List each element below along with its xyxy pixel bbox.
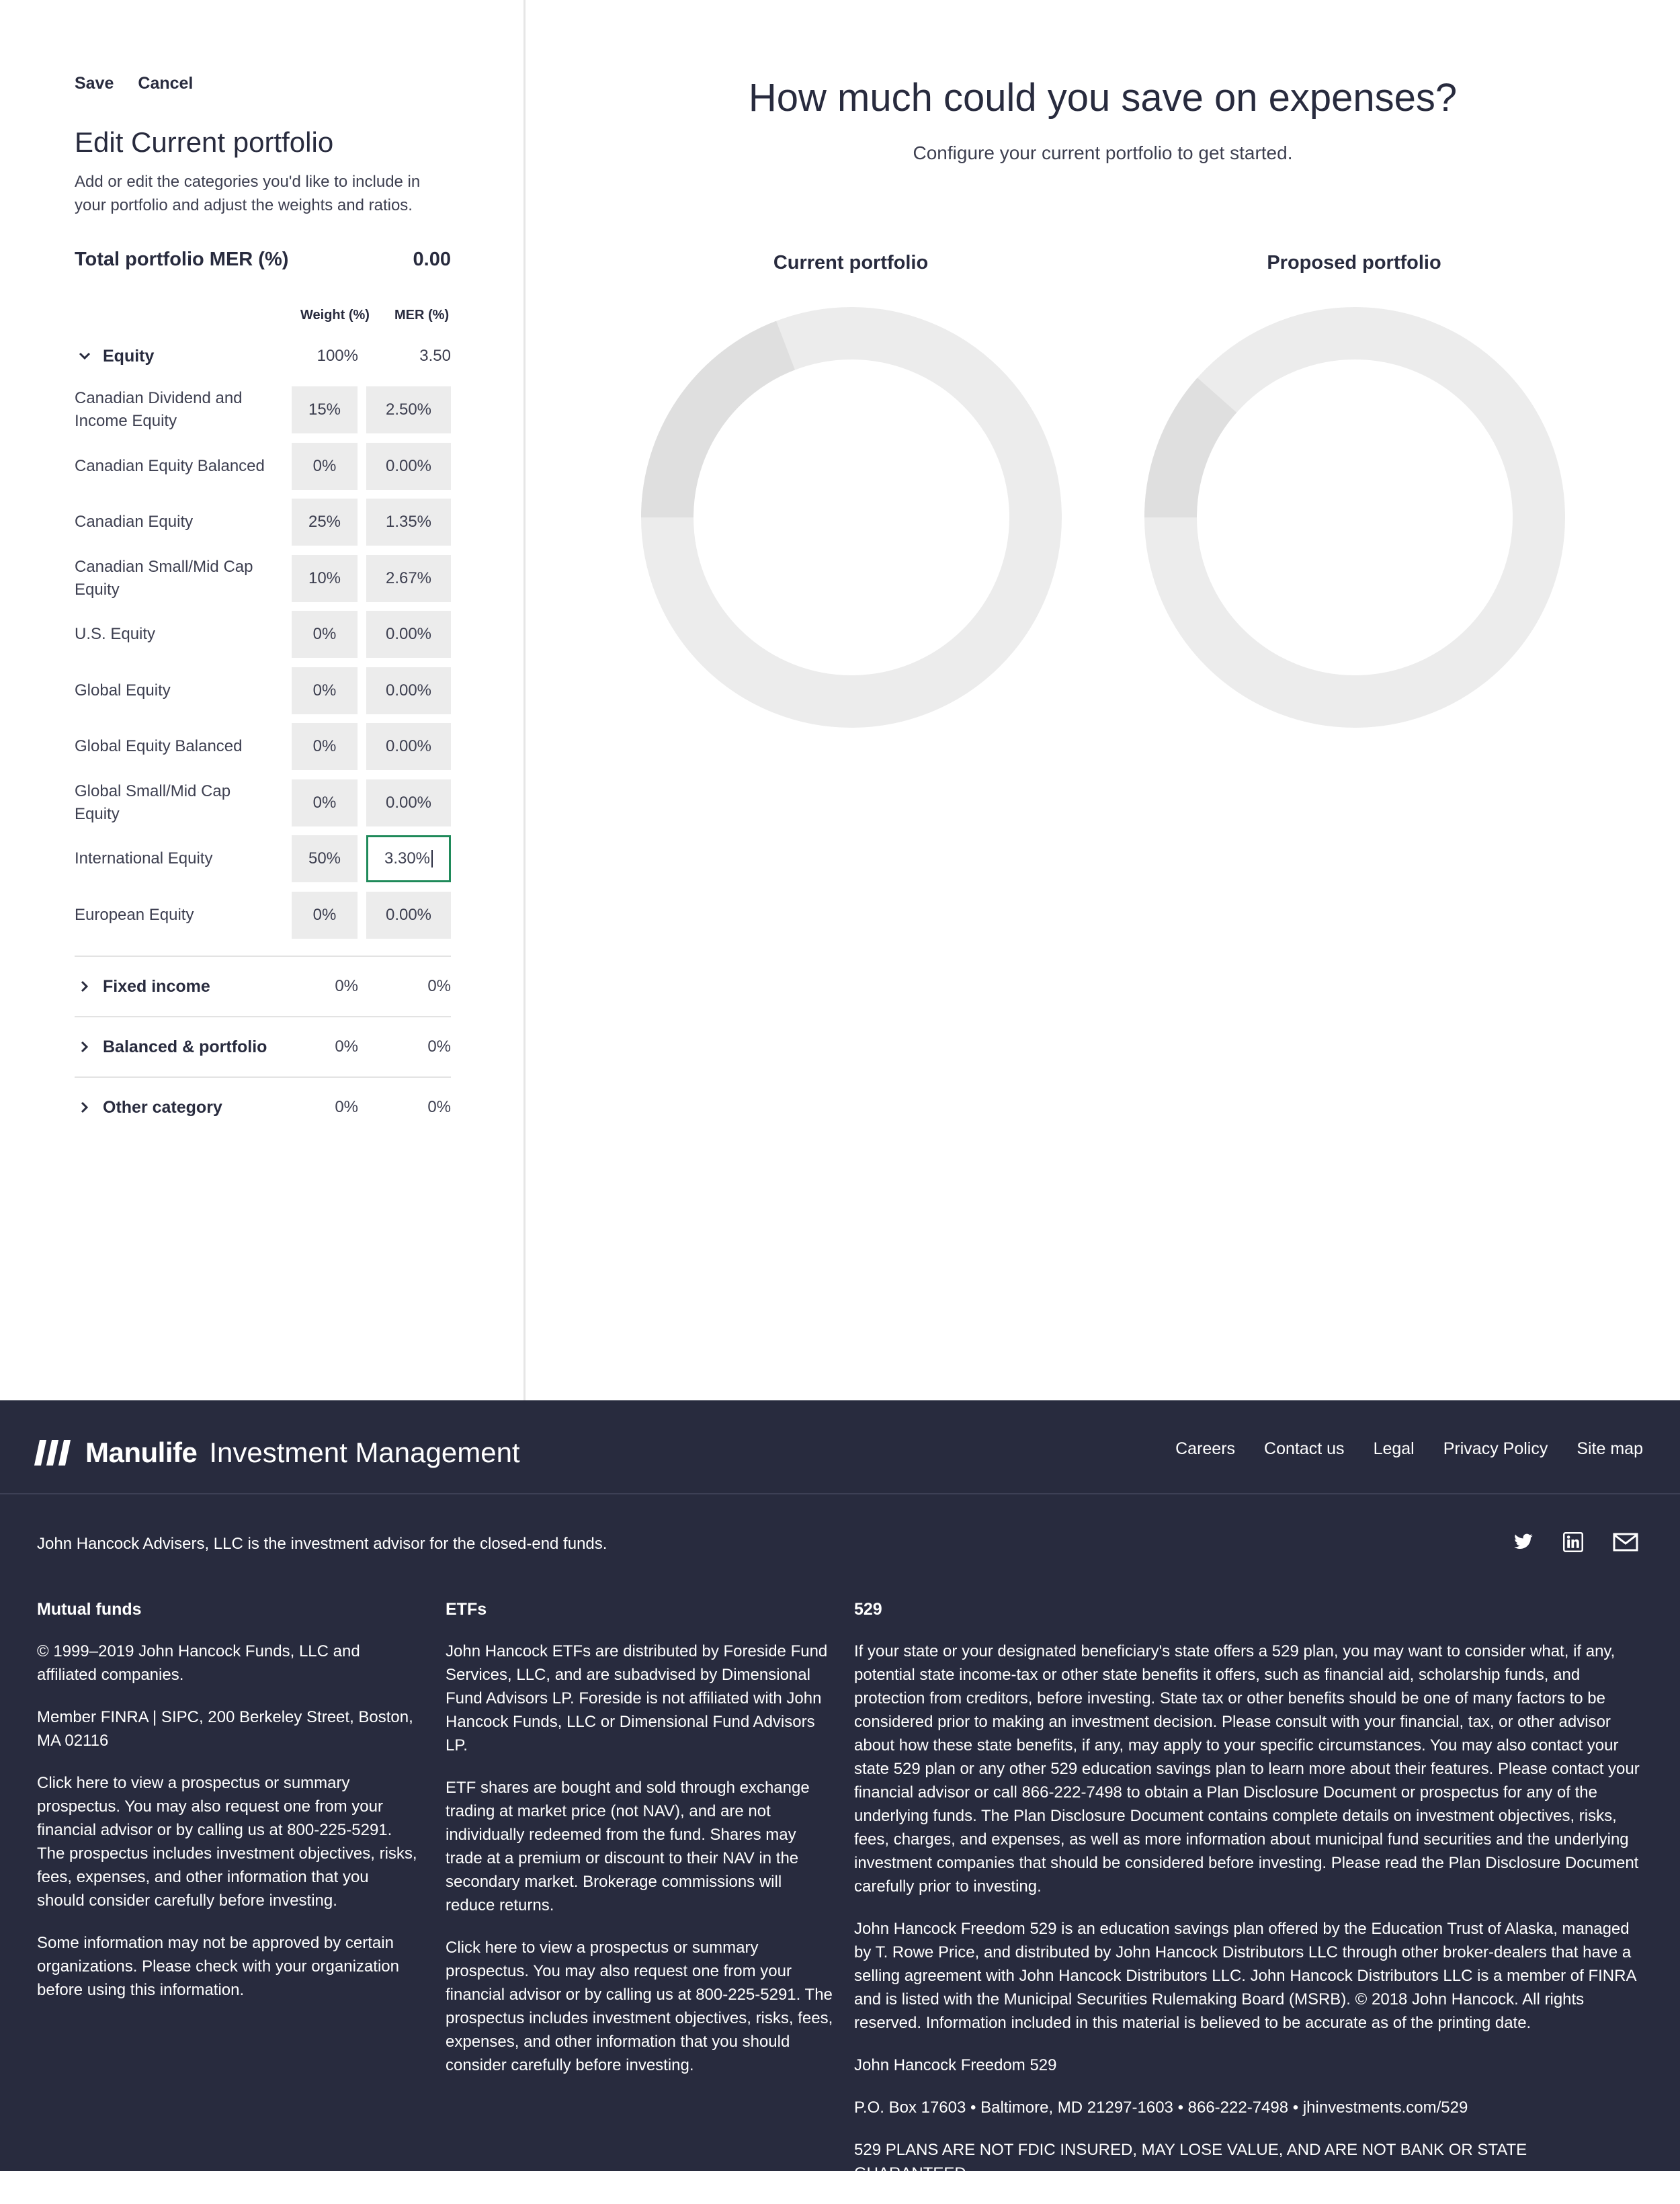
manulife-logo-icon <box>37 1440 68 1466</box>
footer-paragraph: © 1999–2019 John Hancock Funds, LLC and affiliated companies. <box>37 1642 360 1684</box>
category-mer: 0% <box>427 977 451 995</box>
weight-input[interactable]: 50% <box>292 835 358 882</box>
page-subtitle: Configure your current portfolio to get started. <box>913 142 1293 163</box>
footer-link-careers[interactable]: Careers <box>1175 1439 1236 1458</box>
category-name: Equity <box>103 346 155 366</box>
site-footer <box>0 1400 1680 2182</box>
current-portfolio-donut <box>640 306 1063 729</box>
mer-column-header: MER (%) <box>394 308 450 323</box>
total-mer-label: Total portfolio MER (%) <box>75 249 289 270</box>
editor-title: Edit Current portfolio <box>75 126 334 158</box>
mer-input[interactable]: 0.00% <box>366 667 451 714</box>
mer-input-value: 3.30% <box>384 849 431 867</box>
footer-paragraph: John Hancock Freedom 529 <box>854 2056 1057 2074</box>
footer-paragraph: Member FINRA | SIPC, 200 Berkeley Street, Boston, MA 02116 <box>37 1708 413 1750</box>
proposed-portfolio-title: Proposed portfolio <box>1267 252 1441 273</box>
fund-name: European Equity <box>75 906 194 924</box>
category-other-header[interactable] <box>75 1087 451 1128</box>
weight-input[interactable]: 0% <box>292 892 358 939</box>
manulife-logo[interactable] <box>37 1437 520 1469</box>
fund-row <box>75 667 451 714</box>
fund-name: Global Equity <box>75 681 171 700</box>
chevron-right-icon <box>75 1101 95 1113</box>
mer-input[interactable]: 0.00% <box>366 611 451 658</box>
footer-paragraph: Click here to view a prospectus or summary prospectus. You may also request one from your financial advisor or by calling us at 800-225-5291. The prospectus includes investment objectives, risks, fees, expenses, and other information that you should consider carefully before investing. <box>37 1774 417 1910</box>
footer-heading: Mutual funds <box>37 1600 142 1619</box>
logo-sub-text: Investment Management <box>209 1437 520 1468</box>
donut-track <box>1171 333 1539 702</box>
weight-input[interactable]: 15% <box>292 386 358 433</box>
footer-col-529 <box>854 1598 1647 2204</box>
edit-portfolio-panel <box>0 0 526 1400</box>
fund-row <box>75 386 451 433</box>
fund-row <box>75 723 451 770</box>
text-caret <box>431 850 433 867</box>
total-mer-row <box>75 249 451 271</box>
footer-paragraph: ETF shares are bought and sold through exchange trading at market price (not NAV), and are not individually redeemed from the fund. Shares may trade at a premium or discount to their NAV in the secondary market. Brokerage commissions will reduce returns. <box>446 1779 810 1914</box>
mer-input[interactable]: 1.35% <box>366 499 451 546</box>
chevron-down-icon <box>75 352 95 360</box>
footer-paragraph: P.O. Box 17603 • Baltimore, MD 21297-1603 • 866-222-7498 • jhinvestments.com/529 <box>854 2099 1468 2117</box>
weight-input[interactable]: 0% <box>292 611 358 658</box>
editor-description: Add or edit the categories you'd like to include in your portfolio and adjust the weights and ratios. <box>75 173 421 214</box>
cancel-button[interactable]: Cancel <box>138 74 194 93</box>
twitter-icon[interactable] <box>1513 1533 1534 1554</box>
mer-input[interactable]: 0.00% <box>366 892 451 939</box>
footer-link-privacy[interactable]: Privacy Policy <box>1443 1439 1548 1458</box>
footer-top-bar <box>0 1400 1680 1494</box>
donut-segment <box>667 345 786 517</box>
category-mer: 3.50 <box>419 347 451 365</box>
mer-input[interactable]: 2.50% <box>366 386 451 433</box>
footer-nav <box>1175 1439 1643 1459</box>
page-title: How much could you save on expenses? <box>748 76 1458 120</box>
category-name: Balanced & portfolio <box>103 1037 267 1056</box>
footer-heading: 529 <box>854 1600 882 1619</box>
category-name: Fixed income <box>103 976 210 996</box>
mer-input[interactable]: 0.00% <box>366 723 451 770</box>
footer-heading: ETFs <box>446 1600 487 1619</box>
fund-row <box>75 835 451 882</box>
mer-input[interactable]: 2.67% <box>366 555 451 602</box>
weight-input[interactable]: 0% <box>292 779 358 826</box>
weight-input[interactable]: 25% <box>292 499 358 546</box>
proposed-portfolio-donut <box>1143 306 1566 729</box>
fund-row <box>75 892 451 939</box>
social-links <box>1513 1532 1638 1556</box>
mer-input[interactable]: 0.00% <box>366 443 451 490</box>
current-portfolio-title: Current portfolio <box>773 252 929 273</box>
category-weight: 0% <box>335 1098 358 1116</box>
weight-input[interactable]: 0% <box>292 723 358 770</box>
fund-row <box>75 611 451 658</box>
category-name: Other category <box>103 1097 222 1117</box>
category-weight: 100% <box>317 347 358 365</box>
save-button[interactable]: Save <box>75 74 114 93</box>
fund-row <box>75 499 451 546</box>
footer-paragraph: Some information may not be approved by certain organizations. Please check with your organization before using this information. <box>37 1934 399 1999</box>
fund-name: Canadian Dividend and Income Equity <box>75 389 243 430</box>
footer-col-mutual-funds <box>37 1598 420 2021</box>
fund-name: U.S. Equity <box>75 625 156 643</box>
fund-name: Canadian Small/Mid Cap Equity <box>75 558 253 599</box>
donut-segment <box>1171 395 1217 517</box>
category-mer: 0% <box>427 1098 451 1116</box>
footer-col-etfs <box>446 1598 835 2096</box>
category-mer: 0% <box>427 1037 451 1056</box>
category-weight: 0% <box>335 977 358 995</box>
chevron-right-icon <box>75 980 95 992</box>
fund-row <box>75 555 451 602</box>
advisor-note: John Hancock Advisers, LLC is the investment advisor for the closed-end funds. <box>37 1535 607 1553</box>
footer-paragraph: Click here to view a prospectus or summary prospectus. You may also request one from your financial advisor or by calling us at 800-225-5291. The prospectus includes investment objectives, risks, fees, expenses, and other information that you should consider carefully before investing. <box>446 1939 833 2074</box>
logo-brand-text: Manulife <box>85 1437 198 1468</box>
mer-input-focused[interactable] <box>366 835 451 882</box>
footer-link-sitemap[interactable]: Site map <box>1577 1439 1643 1458</box>
email-icon[interactable] <box>1613 1533 1638 1555</box>
category-fixed-income-header[interactable] <box>75 966 451 1007</box>
fund-name: International Equity <box>75 849 213 867</box>
category-equity-header[interactable] <box>75 336 451 376</box>
footer-paragraph: John Hancock Freedom 529 is an education savings plan offered by the Education Trust of Alaska, managed by T. Rowe Price, and distributed by John Hancock Distributors LLC through other broker-dealers that have a selling agreement with John Hancock Distributors LLC. John Hancock Distributors LLC is a member of FINRA and is listed with the Municipal Securities Rulemaking Board (MSRB). © 2018 John Hancock. All rights reserved. Information included in this material is believed to be accurate as of the printing date. <box>854 1920 1636 2032</box>
fund-row <box>75 443 451 490</box>
footer-paragraph: 529 PLANS ARE NOT FDIC INSURED, MAY LOSE VALUE, AND ARE NOT BANK OR STATE GUARANTEED. <box>854 2141 1527 2182</box>
mer-input[interactable]: 0.00% <box>366 779 451 826</box>
fund-name: Canadian Equity <box>75 513 194 531</box>
total-mer-value: 0.00 <box>413 249 451 270</box>
footer-link-legal[interactable]: Legal <box>1373 1439 1415 1458</box>
footer-paragraph: If your state or your designated beneficiary's state offers a 529 plan, you may want to consider what, if any, potential state income-tax or other state benefits it offers, such as financial aid, scholarship funds, and protection from creditors, before investing. State tax or other benefits should be one of many factors to be considered prior to making an investment decision. Please consult with your financial, tax, or other advisor about how these state benefits, if any, may apply to your specific circumstances. You may also contact your state 529 plan or any other 529 education savings plan to learn more about their features. Please contact your financial advisor or call 866-222-7498 to obtain a Plan Disclosure Document or prospectus for any of the underlying funds. The Plan Disclosure Document contains complete details on investment objectives, risks, fees, charges, and expenses, as well as more information about municipal fund securities and the underlying investment companies that should be considered before investing. Please read the Plan Disclosure Document carefully prior to investing. <box>854 1642 1640 1896</box>
fund-name: Global Equity Balanced <box>75 737 243 755</box>
weight-input[interactable]: 0% <box>292 667 358 714</box>
chevron-right-icon <box>75 1041 95 1053</box>
weight-column-header: Weight (%) <box>300 308 370 323</box>
divider <box>75 1016 451 1017</box>
fund-name: Canadian Equity Balanced <box>75 457 265 475</box>
footer-paragraph: John Hancock ETFs are distributed by Foreside Fund Services, LLC, and are subadvised by Dimensional Fund Advisors LP. Foreside is not affiliated with John Hancock Funds, LLC or Dimensional Fund Advisors LP. <box>446 1642 828 1754</box>
category-balanced-header[interactable] <box>75 1027 451 1067</box>
category-weight: 0% <box>335 1037 358 1056</box>
linkedin-icon[interactable] <box>1563 1532 1583 1556</box>
divider <box>75 1076 451 1078</box>
footer-link-contact[interactable]: Contact us <box>1264 1439 1345 1458</box>
weight-input[interactable]: 0% <box>292 443 358 490</box>
weight-input[interactable]: 10% <box>292 555 358 602</box>
fund-name: Global Small/Mid Cap Equity <box>75 782 231 823</box>
editor-actions <box>75 74 193 93</box>
fund-row <box>75 779 451 826</box>
divider <box>75 956 451 957</box>
